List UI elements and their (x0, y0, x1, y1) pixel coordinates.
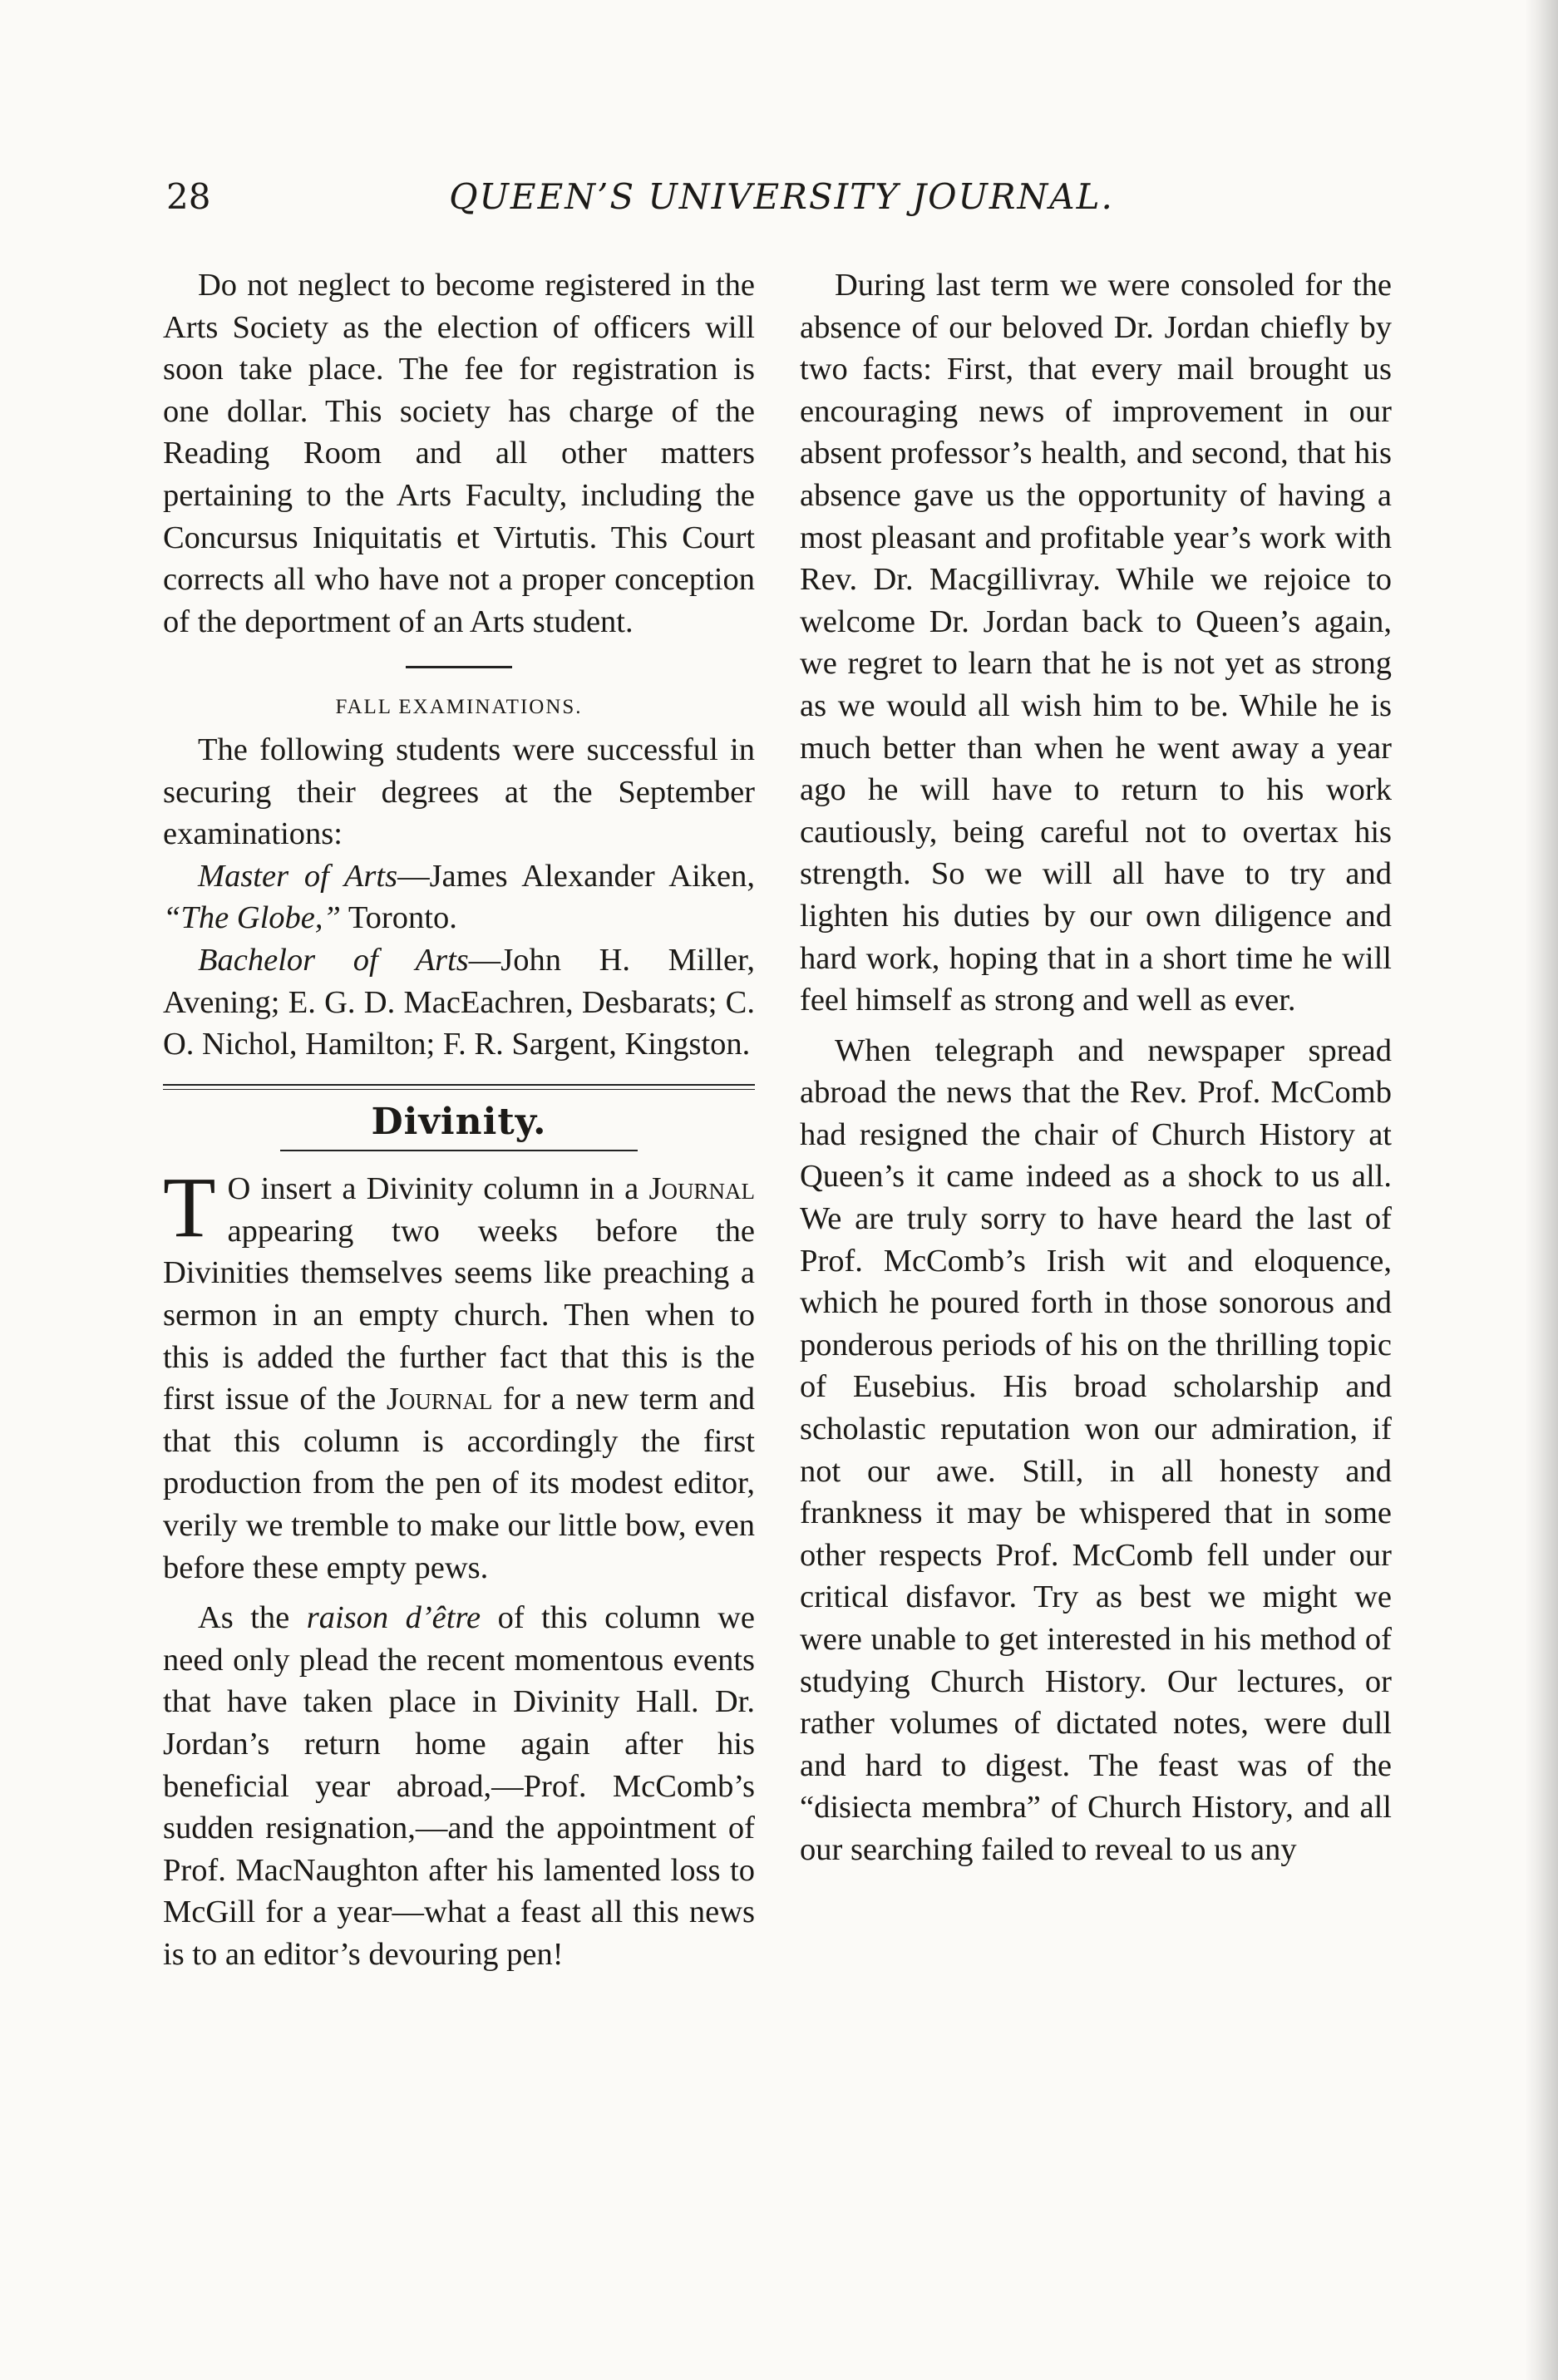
divinity-text-c: for a new term and that this column is accordingly the first production from the pen of its modest editor, verily we tremble to make our little bow, even before these empty pews. (163, 1382, 756, 1585)
heading-rule (280, 1150, 638, 1151)
masters-newspaper: “The Globe,” (163, 900, 341, 936)
left-column (163, 264, 755, 1976)
masters-city: Toronto. (340, 900, 457, 936)
masters-text: —James Alexander Aiken, (397, 858, 755, 894)
divinity-text-b: appearing two weeks before the Divinities themselves seems like preaching a sermon in an empty church. Then when to this is added the further fact that this is the first issue of the (163, 1213, 755, 1417)
mccomb-paragraph: When telegraph and newspaper spread abroad the news that the Rev. Prof. McComb had resigned the chair of Church History at Queen’s it came indeed as a shock to us all. We are truly sorry to have heard the last of Prof. McComb’s Irish wit and eloquence, which he poured forth in those sonorous and ponderous periods of his on the thrilling topic of Eusebius. His broad scholarship and scholastic reputation won our admiration, if not our awe. Still, in all honesty and frankness it may be whispered that in some other respects Prof. McComb fell under our critical disfavor. Try as best we might we were unable to get interested in his method of studying Church History. Our lectures, or rather volumes of dictated notes, were dull and hard to digest. The feast was of the “disiecta membra” of Church History, and all our searching failed to reveal to us any (800, 1032, 1392, 1867)
fall-examinations-heading: FALL EXAMINATIONS. (335, 696, 583, 719)
divinity-text-d: As the (198, 1600, 307, 1636)
drop-cap: T (163, 1160, 216, 1256)
right-column (800, 264, 1392, 1871)
masters-degree-entry (163, 855, 755, 939)
bachelors-degree-entry (163, 939, 755, 1066)
double-rule (163, 1084, 755, 1090)
arts-society-notice: Do not neglect to become registered in the Arts Society as the election of officers will soon take place. The fee for registration is one dollar. This society has charge of the Reading Room and all other matters pertaining to the Arts Faculty, including the Concursus Iniquitatis et Virtutis. This Court corrects all who have not a proper conception of the deportment of an Arts student. (163, 268, 755, 639)
page-number: 28 (166, 176, 211, 217)
divinity-paragraph-2 (163, 1597, 755, 1975)
journal-word: Journal (386, 1382, 493, 1417)
bachelors-text: —John H. Miller, Avening; E. G. D. MacEachren, Desbarats; C. O. Nichol, Hamilton; F. R. Sargent, Kingston. (163, 942, 755, 1062)
bachelors-label: Bachelor of Arts (198, 942, 469, 978)
page-header (166, 176, 1397, 226)
divinity-heading: Divinity. (371, 1100, 547, 1143)
divinity-paragraph-1 (163, 1160, 756, 1589)
journal-title: QUEEN’S UNIVERSITY JOURNAL. (449, 176, 1114, 217)
jordan-paragraph: During last term we were consoled for the absence of our beloved Dr. Jordan chiefly by two facts: First, that every mail brought us encouraging news of improvement in our absent professor’s health, and second, that his absence gave us the opportunity of having a most pleasant and profitable year’s work with Rev. Dr. Macgillivray. While we rejoice to welcome Dr. Jordan back to Queen’s again, we regret to learn that he is not yet as strong as we would all wish him to be. While he is much better than when he went away a year ago he will have to return to his work cautiously, being careful not to overtax his strength. So we will all have to try and lighten his duties by our own diligence and hard work, hoping that in a short time he will feel himself as strong and well as ever. (800, 268, 1392, 1018)
divinity-text-e: of this column we need only plead the recent momentous events that have taken place in Divinity Hall. Dr. Jordan’s return home again after his beneficial year abroad,—Prof. McComb’s sudden resignation,—and the appointment of Prof. MacNaughton after his lamented loss to McGill for a year—what a feast all this news is to an editor’s devouring pen! (163, 1600, 755, 1972)
page-edge-shadow (1525, 0, 1558, 2380)
divinity-text-a: O insert a Divinity column in a (227, 1171, 649, 1207)
masters-label: Master of Arts (198, 858, 398, 894)
section-divider (406, 666, 512, 668)
fall-examinations-intro: The following students were successful in securing their degrees at the September examinations: (163, 732, 755, 852)
raison-detre: raison d’être (306, 1600, 481, 1636)
journal-word: Journal (648, 1171, 755, 1207)
